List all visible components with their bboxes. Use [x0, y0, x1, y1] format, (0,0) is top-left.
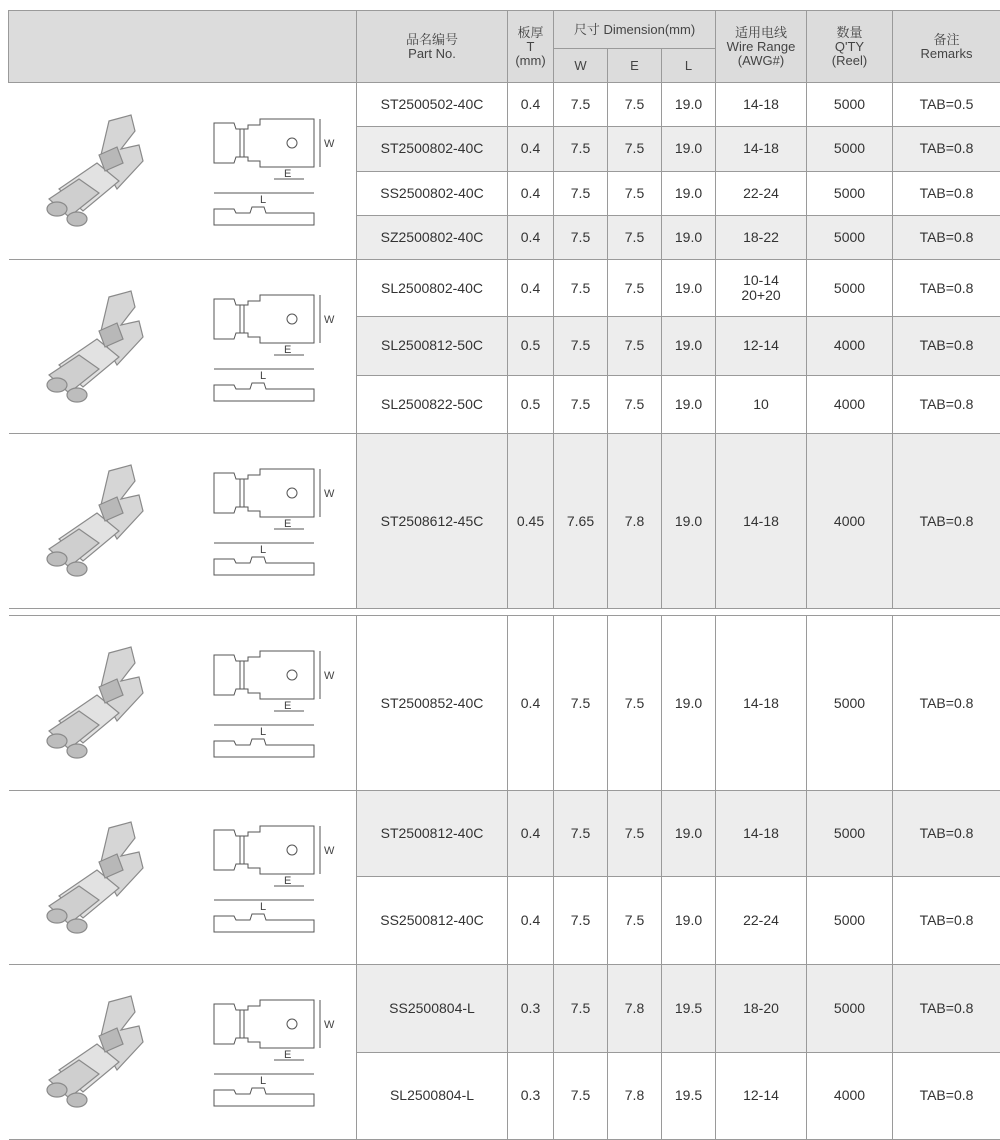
thickness-cell: 0.4: [508, 616, 554, 791]
remark-cell: TAB=0.8: [893, 317, 1000, 375]
wire-range-cell: [716, 127, 807, 171]
remark-cell: TAB=0.8: [893, 877, 1000, 965]
svg-text:E: E: [284, 1049, 291, 1061]
wire-range-value: 12-14: [716, 338, 806, 353]
e-dimension-cell: 7.5: [608, 877, 662, 965]
wire-range-value: 22-24: [716, 913, 806, 928]
e-dimension-cell: 7.5: [608, 83, 662, 127]
part-no-cell: SZ2500802-40C: [357, 215, 508, 259]
length-cell: 19.0: [662, 260, 716, 317]
svg-text:W: W: [324, 845, 335, 857]
terminal-spec-table: [8, 10, 1000, 1140]
width-cell: 7.5: [554, 791, 608, 877]
wire-range-value: 14-18: [716, 141, 806, 156]
wire-range-value: 14-18: [716, 514, 806, 529]
wire-range-value: 14-18: [716, 696, 806, 711]
terminal-photo: [39, 111, 169, 231]
svg-text:E: E: [284, 875, 291, 887]
wire-range-cell: [716, 375, 807, 433]
svg-text:W: W: [324, 670, 335, 682]
qty-cell: 4000: [807, 434, 893, 609]
width-cell: 7.5: [554, 1052, 608, 1140]
image-header: [9, 11, 357, 83]
remark-cell: TAB=0.8: [893, 260, 1000, 317]
wire-range-cell: [716, 877, 807, 965]
length-cell: 19.5: [662, 965, 716, 1053]
e-dimension-cell: 7.8: [608, 434, 662, 609]
length-cell: 19.0: [662, 83, 716, 127]
thickness-cell: 0.4: [508, 791, 554, 877]
qty-cell: 5000: [807, 965, 893, 1053]
part-no-cell: ST2500802-40C: [357, 127, 508, 171]
part-no-cell: SS2500812-40C: [357, 877, 508, 965]
wire-range-cell: [716, 260, 807, 317]
table-row: [9, 616, 1000, 791]
part-no-cell: ST2500502-40C: [357, 83, 508, 127]
wire-range-value: 18-20: [716, 1001, 806, 1016]
part-no-cell: SL2500812-50C: [357, 317, 508, 375]
length-cell: 19.0: [662, 215, 716, 259]
e-dimension-cell: 7.5: [608, 791, 662, 877]
terminal-photo: [39, 992, 169, 1112]
svg-text:W: W: [324, 1019, 335, 1031]
part-no-header: 品名编号 Part No.: [357, 11, 508, 83]
wire-range-cell: [716, 616, 807, 791]
width-cell: 7.65: [554, 434, 608, 609]
thickness-cell: 0.5: [508, 375, 554, 433]
terminal-photo: [39, 461, 169, 581]
wire-range-value: 22-24: [716, 186, 806, 201]
width-cell: 7.5: [554, 260, 608, 317]
spec-sheet: [8, 10, 1000, 1140]
remark-cell: TAB=0.8: [893, 434, 1000, 609]
terminal-image-cell: [9, 791, 357, 965]
wire-range-value: 10: [716, 397, 806, 412]
e-dimension-cell: 7.5: [608, 616, 662, 791]
dimension-w-header: W: [554, 49, 608, 83]
thickness-cell: 0.4: [508, 260, 554, 317]
svg-text:E: E: [284, 700, 291, 712]
length-cell: 19.0: [662, 791, 716, 877]
remark-cell: TAB=0.8: [893, 375, 1000, 433]
svg-text:E: E: [284, 168, 291, 180]
part-no-cell: ST2500812-40C: [357, 791, 508, 877]
wire-range-value: 14-18: [716, 826, 806, 841]
table-row: [9, 83, 1000, 127]
remark-cell: TAB=0.8: [893, 616, 1000, 791]
dimension-l-header: L: [662, 49, 716, 83]
part-no-cell: SL2500804-L: [357, 1052, 508, 1140]
qty-cell: 4000: [807, 317, 893, 375]
remark-cell: TAB=0.8: [893, 171, 1000, 215]
terminal-drawing: [204, 982, 344, 1122]
table-row: [9, 965, 1000, 1053]
svg-text:L: L: [260, 194, 266, 206]
terminal-drawing: [204, 277, 344, 417]
length-cell: 19.0: [662, 127, 716, 171]
table-row: [9, 791, 1000, 877]
terminal-image-cell: [9, 83, 357, 260]
e-dimension-cell: 7.5: [608, 127, 662, 171]
remark-cell: TAB=0.5: [893, 83, 1000, 127]
terminal-drawing: [204, 808, 344, 948]
thickness-cell: 0.3: [508, 1052, 554, 1140]
e-dimension-cell: 7.5: [608, 317, 662, 375]
wire-range-value: 18-22: [716, 230, 806, 245]
part-no-cell: ST2508612-45C: [357, 434, 508, 609]
thickness-cell: 0.45: [508, 434, 554, 609]
terminal-image-cell: [9, 616, 357, 791]
thickness-cell: 0.3: [508, 965, 554, 1053]
qty-cell: 5000: [807, 127, 893, 171]
wire-range-value: 20+20: [716, 288, 806, 303]
length-cell: 19.0: [662, 877, 716, 965]
length-cell: 19.0: [662, 375, 716, 433]
svg-text:L: L: [260, 544, 266, 556]
part-no-cell: SS2500804-L: [357, 965, 508, 1053]
svg-text:L: L: [260, 1075, 266, 1087]
wire-range-value: 14-18: [716, 97, 806, 112]
e-dimension-cell: 7.5: [608, 260, 662, 317]
remark-cell: TAB=0.8: [893, 127, 1000, 171]
qty-cell: 4000: [807, 375, 893, 433]
svg-text:E: E: [284, 518, 291, 530]
terminal-drawing: [204, 451, 344, 591]
qty-cell: 5000: [807, 877, 893, 965]
terminal-image-cell: [9, 260, 357, 434]
svg-text:L: L: [260, 726, 266, 738]
thickness-cell: 0.4: [508, 877, 554, 965]
e-dimension-cell: 7.8: [608, 1052, 662, 1140]
table-row: [9, 434, 1000, 609]
width-cell: 7.5: [554, 171, 608, 215]
wire-range-cell: [716, 1052, 807, 1140]
wire-range-header: 适用电线 Wire Range (AWG#): [716, 11, 807, 83]
part-no-cell: ST2500852-40C: [357, 616, 508, 791]
qty-cell: 4000: [807, 1052, 893, 1140]
e-dimension-cell: 7.8: [608, 965, 662, 1053]
svg-text:E: E: [284, 344, 291, 356]
terminal-drawing: [204, 633, 344, 773]
width-cell: 7.5: [554, 877, 608, 965]
width-cell: 7.5: [554, 375, 608, 433]
wire-range-cell: [716, 434, 807, 609]
length-cell: 19.0: [662, 171, 716, 215]
width-cell: 7.5: [554, 965, 608, 1053]
length-cell: 19.0: [662, 616, 716, 791]
table-row: [9, 260, 1000, 317]
width-cell: 7.5: [554, 83, 608, 127]
part-no-cell: SL2500822-50C: [357, 375, 508, 433]
thickness-cell: 0.4: [508, 171, 554, 215]
remark-cell: TAB=0.8: [893, 215, 1000, 259]
width-cell: 7.5: [554, 215, 608, 259]
width-cell: 7.5: [554, 127, 608, 171]
wire-range-cell: [716, 171, 807, 215]
qty-cell: 5000: [807, 260, 893, 317]
terminal-drawing: [204, 101, 344, 241]
part-no-cell: SS2500802-40C: [357, 171, 508, 215]
wire-range-cell: [716, 317, 807, 375]
e-dimension-cell: 7.5: [608, 215, 662, 259]
wire-range-cell: [716, 965, 807, 1053]
e-dimension-cell: 7.5: [608, 171, 662, 215]
svg-text:L: L: [260, 370, 266, 382]
wire-range-cell: [716, 215, 807, 259]
qty-cell: 5000: [807, 791, 893, 877]
svg-text:L: L: [260, 901, 266, 913]
qty-cell: 5000: [807, 616, 893, 791]
dimension-e-header: E: [608, 49, 662, 83]
qty-cell: 5000: [807, 171, 893, 215]
terminal-image-cell: [9, 434, 357, 609]
part-no-cell: SL2500802-40C: [357, 260, 508, 317]
svg-text:W: W: [324, 488, 335, 500]
e-dimension-cell: 7.5: [608, 375, 662, 433]
length-cell: 19.0: [662, 317, 716, 375]
length-cell: 19.0: [662, 434, 716, 609]
thickness-cell: 0.4: [508, 215, 554, 259]
length-cell: 19.5: [662, 1052, 716, 1140]
terminal-photo: [39, 818, 169, 938]
width-cell: 7.5: [554, 616, 608, 791]
terminal-photo: [39, 287, 169, 407]
terminal-photo: [39, 643, 169, 763]
remark-cell: TAB=0.8: [893, 1052, 1000, 1140]
wire-range-cell: [716, 791, 807, 877]
terminal-image-cell: [9, 965, 357, 1140]
qty-header: 数量 Q'TY (Reel): [807, 11, 893, 83]
remark-cell: TAB=0.8: [893, 965, 1000, 1053]
thickness-cell: 0.4: [508, 83, 554, 127]
thickness-header: 板厚 T (mm): [508, 11, 554, 83]
svg-text:W: W: [324, 314, 335, 326]
thickness-cell: 0.4: [508, 127, 554, 171]
wire-range-value: 10-14: [716, 273, 806, 288]
qty-cell: 5000: [807, 83, 893, 127]
remarks-header: 备注 Remarks: [893, 11, 1000, 83]
wire-range-value: 12-14: [716, 1088, 806, 1103]
dimension-header: 尺寸 Dimension(mm): [554, 11, 716, 49]
qty-cell: 5000: [807, 215, 893, 259]
wire-range-cell: [716, 83, 807, 127]
width-cell: 7.5: [554, 317, 608, 375]
svg-text:W: W: [324, 138, 335, 150]
remark-cell: TAB=0.8: [893, 791, 1000, 877]
thickness-cell: 0.5: [508, 317, 554, 375]
